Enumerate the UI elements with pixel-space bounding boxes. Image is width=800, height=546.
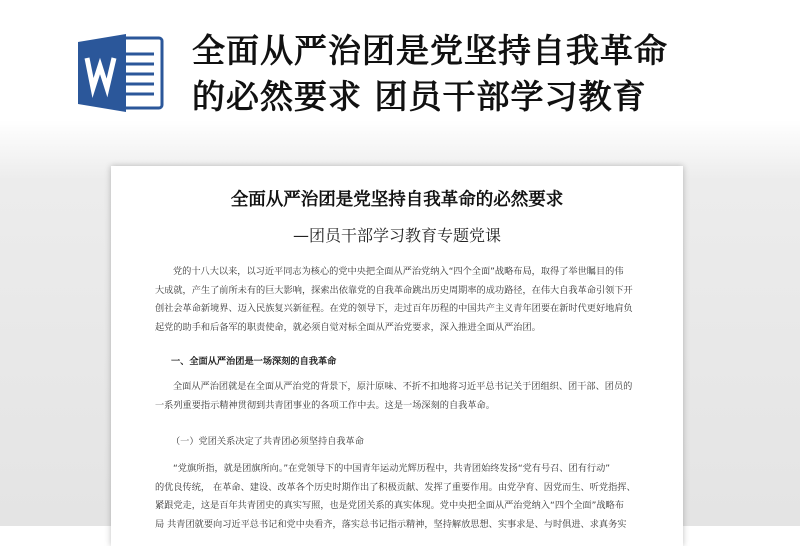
document-subtitle: —团员干部学习教育专题党课 [292,226,501,245]
paragraph-line: 紧跟党走，这是百年共青团史的真实写照，也是党团关系的真实体现。党中央把全面从严治党纳入“四个全面”战略布 [155,500,624,512]
document-title: 全面从严治团是党坚持自我革命的必然要求 [230,190,564,210]
paragraph-line: 党的十八大以来，以习近平同志为核心的党中央把全面从严治党纳入“四个全面”战略布局，取得了举世瞩目的伟 [173,266,624,277]
banner-title-line-2: 的必然要求 团员干部学习教育 [192,77,647,116]
section-1-heading: 一、全面从严治团是一场深刻的自我革命 [171,356,337,367]
paragraph-line: 的优良传统， 在革命、建设、改革各个历史时期作出了积极贡献、发挥了重要作用。由党孕育、因党而生、听党指挥、 [155,481,636,493]
paragraph-line: “党旗所指，就是团旗所向。”在党领导下的中国青年运动光辉历程中，共青团始终发扬“党有号召、团有行动” [173,463,611,474]
subsection-1-heading: （一）党团关系决定了共青团必须坚持自我革命 [171,436,364,447]
paragraph-line: 一系列重要指示精神贯彻到共青团事业的各项工作中去。这是一场深刻的自我革命。 [155,399,495,411]
subsection-1-paragraph [155,460,651,534]
document-page [111,166,683,546]
section-1-paragraph [155,378,651,415]
intro-paragraph [155,263,651,337]
paragraph-line: 大成就，产生了前所未有的巨大影响，探索出依靠党的自我革命跳出历史周期率的成功路径，在伟大自我革命引领下开 [155,284,633,296]
word-app-icon [76,32,166,114]
banner-title-line-1: 全面从严治团是党坚持自我革命 [192,31,668,70]
paragraph-line: 局 共青团就要向习近平总书记和党中央看齐，落实总书记指示精神，坚持解放思想、实事求是、与时俱进、求真务实 [155,518,627,530]
paragraph-line: 全面从严治团就是在全面从严治党的背景下，原汁原味、不折不扣地将习近平总书记关于团组织、团干部、团员的 [173,381,633,392]
paragraph-line: 创社会革命新境界、迈入民族复兴新征程。在党的领导下，走过百年历程的中国共产主义青年团要在新时代更好地肩负 [155,303,633,315]
banner-title [192,28,752,120]
paragraph-line: 起党的助手和后备军的职责使命，就必须自觉对标全面从严治党要求，深入推进全面从严治团。 [155,321,541,333]
